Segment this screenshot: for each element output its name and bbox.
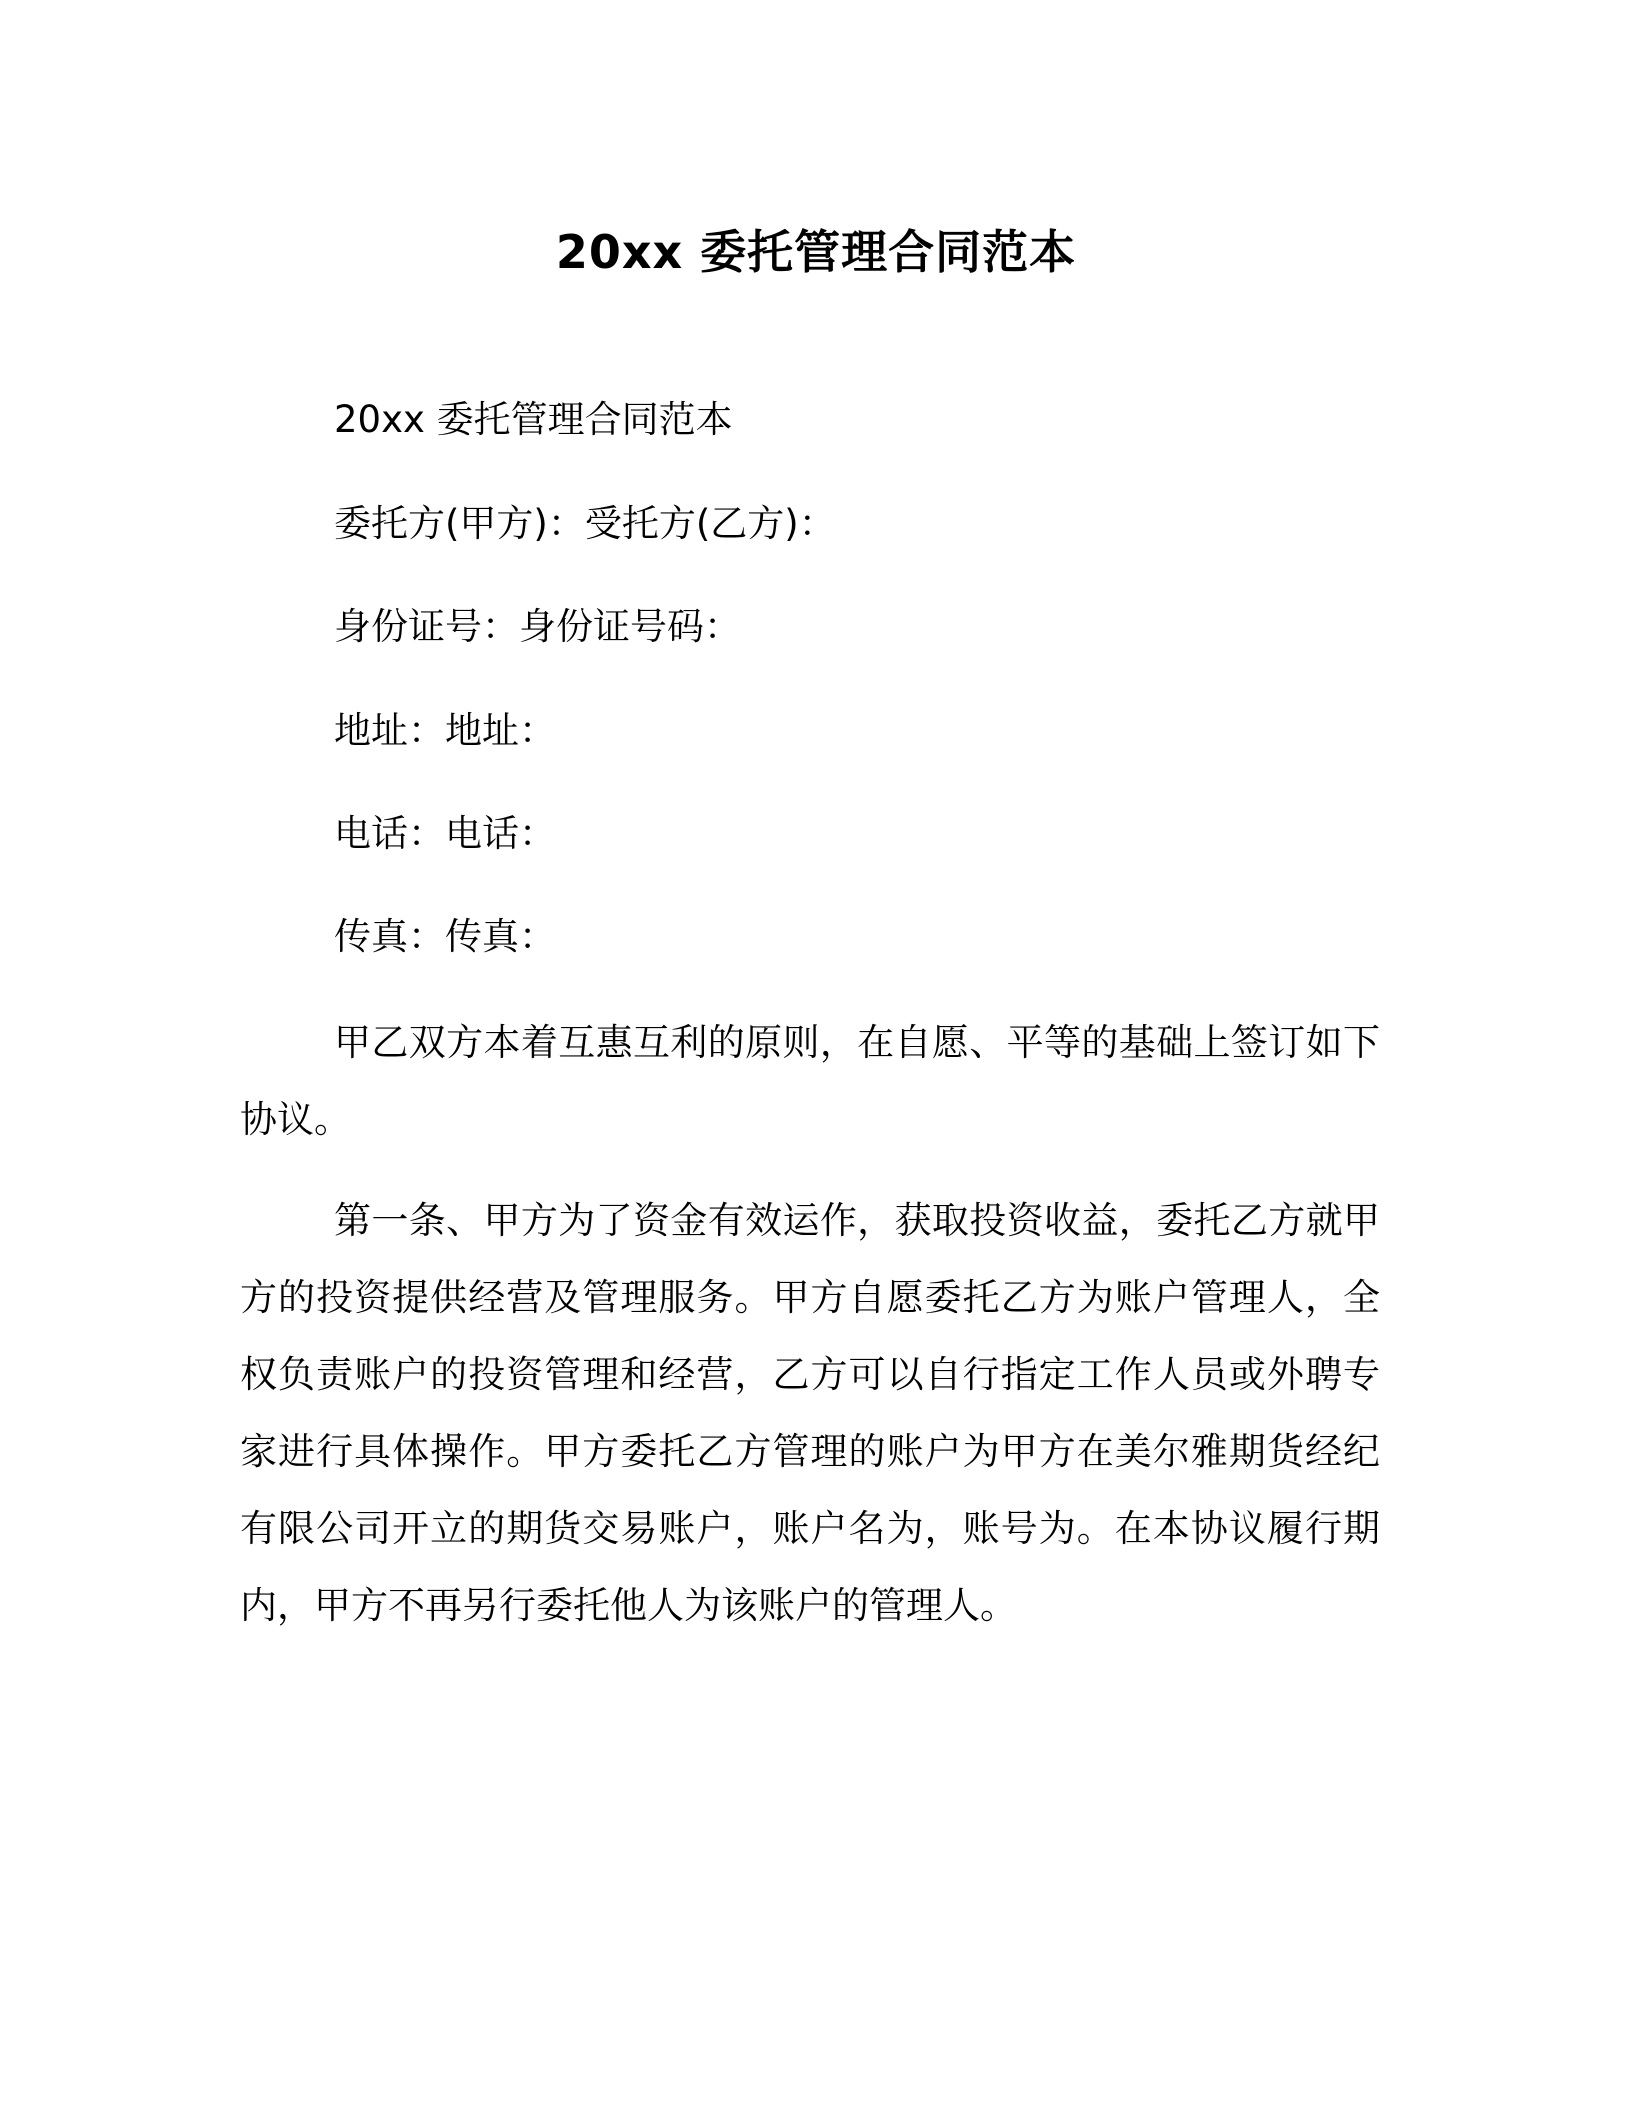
intro-paragraph: 甲乙双方本着互惠互利的原则，在自愿、平等的基础上签订如下协议。 [240, 1021, 1380, 1141]
address-line: 地址：地址： [334, 709, 556, 752]
party-line: 委托方(甲方)：受托方(乙方)： [334, 502, 836, 545]
article-one-paragraph: 第一条、甲方为了资金有效运作，获取投资收益，委托乙方就甲方的投资提供经营及管理服务。甲方自愿委托乙方为账户管理人，全权负责账户的投资管理和经营，乙方可以自行指定工作人员或外聘专家进行具体操作。甲方委托乙方管理的账户为甲方在美尔雅期货经纪有限公司开立的期货交易账户，账户名为，账号为。在本协议履行期内，甲方不再另行委托他人为该账户的管理人。 [240, 1199, 1380, 1627]
phone-line: 电话：电话： [334, 812, 556, 855]
document-title: 20xx 委托管理合同范本 [555, 225, 1077, 279]
id-number-line: 身份证号：身份证号码： [334, 605, 741, 648]
fax-line: 传真：传真： [334, 915, 556, 958]
subtitle-line: 20xx 委托管理合同范本 [334, 398, 733, 441]
